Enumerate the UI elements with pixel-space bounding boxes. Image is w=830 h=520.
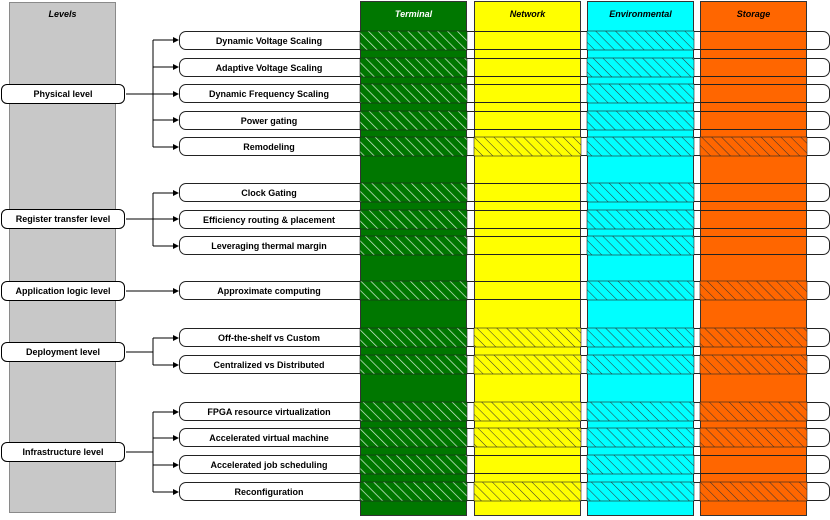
hatch-storage	[700, 281, 807, 300]
hatch-storage	[700, 482, 807, 501]
hatch-network	[474, 137, 581, 156]
technique-label: Centralized vs Distributed	[213, 359, 325, 370]
hatch-terminal	[360, 455, 467, 474]
storage-column-title: Storage	[736, 9, 771, 19]
hatch-environmental	[587, 328, 694, 347]
hatch-environmental	[587, 210, 694, 229]
technique-label: Leveraging thermal margin	[211, 240, 327, 251]
hatch-environmental	[587, 402, 694, 421]
technique-label: Remodeling	[243, 141, 295, 152]
technique-label: Adaptive Voltage Scaling	[215, 62, 323, 73]
technique-label: Off-the-shelf vs Custom	[217, 332, 320, 343]
technique-label: Power gating	[240, 115, 298, 126]
hatch-storage	[700, 402, 807, 421]
hatch-environmental	[587, 355, 694, 374]
hatch-environmental	[587, 84, 694, 103]
levels-column-title: Levels	[48, 9, 77, 19]
hatch-terminal	[360, 58, 467, 77]
hatch-environmental	[587, 183, 694, 202]
hatch-environmental	[587, 137, 694, 156]
hatch-storage	[700, 355, 807, 374]
technique-label: Accelerated job scheduling	[210, 459, 328, 470]
hatch-storage	[700, 328, 807, 347]
level-application-logic: Application logic level	[1, 281, 125, 301]
hatch-environmental	[587, 58, 694, 77]
hatch-network	[474, 402, 581, 421]
hatch-terminal	[360, 281, 467, 300]
hatch-network	[474, 428, 581, 447]
hatch-terminal	[360, 355, 467, 374]
hatch-terminal	[360, 210, 467, 229]
hatch-terminal	[360, 328, 467, 347]
hatch-terminal	[360, 137, 467, 156]
hatch-terminal	[360, 84, 467, 103]
technique-label: FPGA resource virtualization	[207, 406, 331, 417]
hatch-environmental	[587, 111, 694, 130]
hatch-network	[474, 482, 581, 501]
technique-label: Approximate computing	[217, 285, 321, 296]
level-register-transfer: Register transfer level	[1, 209, 125, 229]
terminal-column-title: Terminal	[394, 9, 433, 19]
hatch-terminal	[360, 428, 467, 447]
network-column-title: Network	[509, 9, 546, 19]
hatch-environmental	[587, 428, 694, 447]
hatch-network	[474, 328, 581, 347]
technique-label: Dynamic Voltage Scaling	[215, 35, 323, 46]
level-deployment: Deployment level	[1, 342, 125, 362]
hatch-terminal	[360, 482, 467, 501]
environmental-column-title: Environmental	[609, 9, 672, 19]
hatch-environmental	[587, 281, 694, 300]
hatch-terminal	[360, 402, 467, 421]
hatch-environmental	[587, 31, 694, 50]
hatch-terminal	[360, 111, 467, 130]
hatch-environmental	[587, 455, 694, 474]
hatch-storage	[700, 137, 807, 156]
hatch-storage	[700, 428, 807, 447]
technique-label: Clock Gating	[241, 187, 297, 198]
hatch-network	[474, 355, 581, 374]
hatch-terminal	[360, 183, 467, 202]
technique-label: Dynamic Frequency Scaling	[208, 88, 330, 99]
technique-label: Reconfiguration	[234, 486, 304, 497]
hatch-environmental	[587, 482, 694, 501]
hatch-environmental	[587, 236, 694, 255]
technique-label: Efficiency routing & placement	[202, 214, 336, 225]
level-infrastructure: Infrastructure level	[1, 442, 125, 462]
level-physical: Physical level	[1, 84, 125, 104]
hatch-terminal	[360, 31, 467, 50]
technique-label: Accelerated virtual machine	[209, 432, 329, 443]
hatch-terminal	[360, 236, 467, 255]
